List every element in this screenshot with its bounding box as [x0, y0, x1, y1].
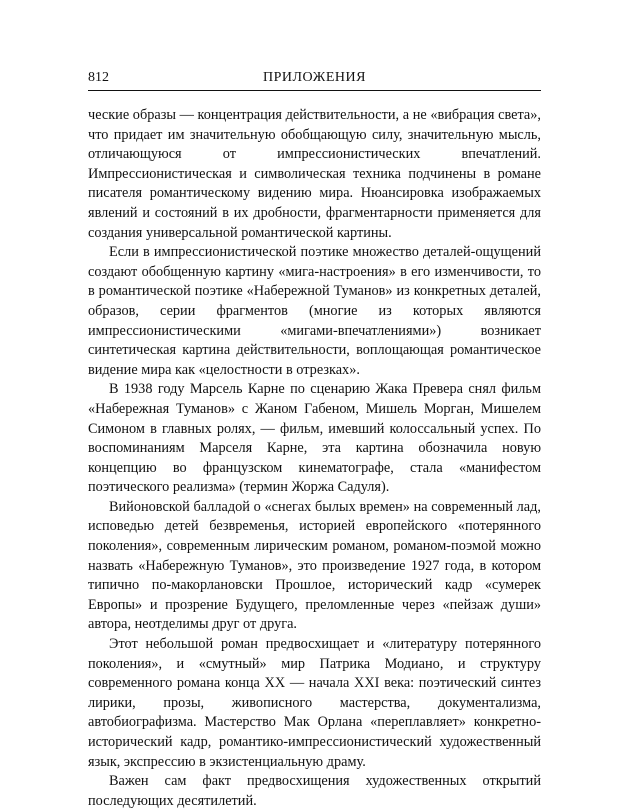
section-title: ПРИЛОЖЕНИЯ	[263, 70, 366, 85]
header-rule	[88, 90, 541, 91]
paragraph-continued: ческие образы — концентрация действительности, а не «вибрация света», что придает им значительную обобщающую силу, значительную мысль, отличающуюся от импрессионистических впечатлений. Импрессионистическая и символическая техника подчинены в романе писателя романтическому видению мира. Нюансировка изображаемых явлений и состояний в их дробности, фрагментарности применяется для создания универсальной романтической картины.	[88, 107, 541, 241]
paragraph: Если в импрессионистической поэтике множество деталей-ощущений создают обобщенную картину «мига-настроения» в его изменчивости, то в романтической поэтике «Набережной Туманов» из конкретных деталей, образов, серии фрагментов (многие из которых являются импрессионистическими «мигами-впечатлениями») возникает синтетическая картина действительности, воплощающая романтическое видение мира как «целостности в отрезках».	[88, 244, 541, 378]
paragraph: Этот небольшой роман предвосхищает и «литературу потерянного поколения», и «смутный» мир Патрика Модиано, и структуру современного романа конца XX — начала XXI века: поэтический синтез лирики, прозы, живописного мастерства, документализма, автобиографизма. Мастерство Мак Орлана «переплавляет» конкретно-исторический кадр, романтико-импрессионистический художественный язык, экспрессию в экзистенциальную драму.	[88, 636, 541, 770]
page-number: 812	[88, 70, 109, 85]
body-text	[88, 106, 541, 811]
paragraph: В 1938 году Марсель Карне по сценарию Жака Превера снял фильм «Набережная Туманов» с Жаном Габеном, Мишель Морган, Мишелем Симоном в главных ролях, — фильм, имевший колоссальный успех. По воспоминаниям Марселя Карне, эта картина обозначила новую концепцию во французском кинематографе, стала «манифестом поэтического реализма» (термин Жоржа Садуля).	[88, 381, 541, 496]
running-head	[88, 68, 541, 88]
paragraph: Важен сам факт предвосхищения художественных открытий последующих десятилетий.	[88, 773, 541, 809]
paragraph: Вийоновской балладой о «снегах былых времен» на современный лад, исповедью детей безвременья, историей европейского «потерянного поколения», современным лирическим романом, романом-поэмой можно назвать «Набережную Туманов», это произведение 1927 года, в котором типично по-макорлановски Прошлое, исторический кадр «сумерек Европы» и прозрение Будущего, преломленные через «пейзаж души» автора, неотделимы друг от друга.	[88, 498, 541, 633]
book-page	[88, 68, 541, 811]
